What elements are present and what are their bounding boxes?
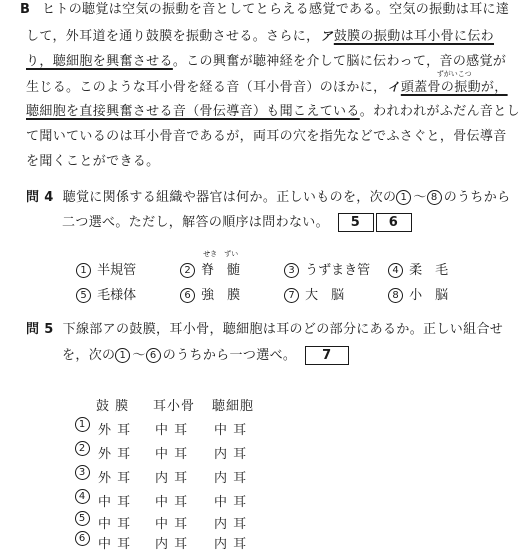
q4-option[interactable]: [180, 250, 241, 278]
option-label: 強 膜: [201, 288, 241, 303]
cell-hair-cells: 中 耳: [214, 423, 248, 438]
q4-option[interactable]: [180, 284, 240, 303]
section-label: B: [20, 2, 30, 17]
answer-box-7[interactable]: 7: [305, 346, 349, 365]
q5-number: 問 5: [26, 322, 54, 337]
row-number: 3: [75, 465, 92, 480]
option-label: 柔 毛: [409, 263, 449, 278]
passage-line-3: り，聴細胞を興奮させる。この興奮が聴神経を介して脳に伝わって，音の感覚が: [26, 54, 507, 69]
option-ruby: せき ずい: [203, 250, 239, 258]
option-number: 4: [388, 263, 403, 278]
row-number: 4: [75, 489, 92, 504]
underline-a-part1: 鼓膜の振動は耳小骨に伝わ: [333, 29, 495, 44]
answer-box-5[interactable]: 5: [338, 213, 374, 232]
cell-ossicles: 中 耳: [155, 447, 189, 462]
row-number: 6: [75, 531, 92, 546]
cell-hair-cells: 内 耳: [214, 517, 248, 532]
option-number: 3: [284, 263, 299, 278]
q4-option[interactable]: [388, 284, 448, 303]
q5-line-2: を，次の 1 〜 6 のうちから一つ選べ。 7: [62, 346, 349, 365]
q4-range-to: 8: [427, 190, 442, 205]
passage-line-6: て聞いているのは耳小骨音であるが，両耳の穴を指先などでふさぐと，骨伝導音: [26, 129, 507, 144]
option-label: 小 脳: [409, 288, 449, 303]
passage-line-1: ヒトの聴覚は空気の振動を音としてとらえる感覚である。空気の振動は耳に達: [42, 2, 510, 17]
passage-line-4: 生じる。このような耳小骨を経る音（耳小骨音）のほかに，イ ずがいこつ 頭蓋骨の振動が，: [26, 70, 508, 95]
passage-line-7: を聞くことができる。: [26, 154, 160, 169]
underline-a-part2: り，聴細胞を興奮させる: [26, 54, 173, 69]
cell-hair-cells: 中 耳: [214, 495, 248, 510]
table-header-ossicles: 耳小骨: [153, 399, 196, 414]
cell-hair-cells: 内 耳: [214, 471, 248, 486]
q4-line-1: 問 4 聴覚に関係する組織や器官は何か。正しいものを，次の 1 〜 8 のうちから: [26, 190, 511, 205]
q4-option[interactable]: [284, 259, 370, 278]
option-label: 大 脳: [305, 288, 345, 303]
q4-option[interactable]: [76, 284, 136, 303]
cell-ossicles: 内 耳: [155, 537, 189, 552]
cell-eardrum: 中 耳: [98, 537, 132, 552]
table-header-hair-cells: 聴細胞: [212, 399, 255, 414]
underline-i-part1: 頭蓋骨の振動が，: [400, 80, 508, 95]
cell-ossicles: 内 耳: [155, 471, 189, 486]
cell-hair-cells: 内 耳: [214, 537, 248, 552]
option-number: 1: [76, 263, 91, 278]
answer-box-6[interactable]: 6: [376, 213, 412, 232]
q5-range-to: 6: [146, 348, 161, 363]
cell-ossicles: 中 耳: [155, 423, 189, 438]
row-number: 2: [75, 441, 92, 456]
cell-eardrum: 外 耳: [98, 447, 132, 462]
passage-line-2: して，外耳道を通り鼓膜を振動させる。さらに，ア鼓膜の振動は耳小骨に伝わ: [26, 29, 495, 44]
option-number: 6: [180, 288, 195, 303]
table-header-eardrum: 鼓 膜: [96, 399, 130, 414]
option-number: 5: [76, 288, 91, 303]
option-label: 毛様体: [97, 288, 137, 303]
row-number: 1: [75, 417, 92, 432]
q4-option[interactable]: [284, 284, 344, 303]
q4-option[interactable]: [76, 259, 136, 278]
marker-i: イ: [387, 80, 400, 94]
cell-eardrum: 外 耳: [98, 471, 132, 486]
q4-line-2: 二つ選べ。ただし，解答の順序は問わない。 5 6: [62, 213, 412, 232]
cell-hair-cells: 内 耳: [214, 447, 248, 462]
marker-a: ア: [320, 29, 333, 43]
option-label: 脊 髄: [201, 263, 241, 278]
option-label: 半規管: [97, 263, 137, 278]
passage-line-5: 聴細胞を直接興奮させる音（骨伝導音）も聞こえている。われわれがふだん音とし: [26, 104, 520, 119]
row-number: 5: [75, 511, 92, 526]
option-label: うずまき管: [305, 263, 371, 278]
q5-line-1: 問 5 下線部アの鼓膜，耳小骨，聴細胞は耳のどの部分にあるか。正しい組合せ: [26, 322, 504, 337]
cell-eardrum: 外 耳: [98, 423, 132, 438]
option-number: 2: [180, 263, 195, 278]
q4-number: 問 4: [26, 190, 54, 205]
option-number: 7: [284, 288, 299, 303]
cell-eardrum: 中 耳: [98, 495, 132, 510]
q4-option[interactable]: [388, 259, 448, 278]
cell-ossicles: 中 耳: [155, 495, 189, 510]
underline-i-part2: 聴細胞を直接興奮させる音（骨伝導音）も聞こえている: [26, 104, 360, 119]
q5-range-from: 1: [115, 348, 130, 363]
option-number: 8: [388, 288, 403, 303]
q4-range-from: 1: [396, 190, 411, 205]
cell-eardrum: 中 耳: [98, 517, 132, 532]
cell-ossicles: 中 耳: [155, 517, 189, 532]
ruby-skull: ずがいこつ: [436, 70, 472, 78]
